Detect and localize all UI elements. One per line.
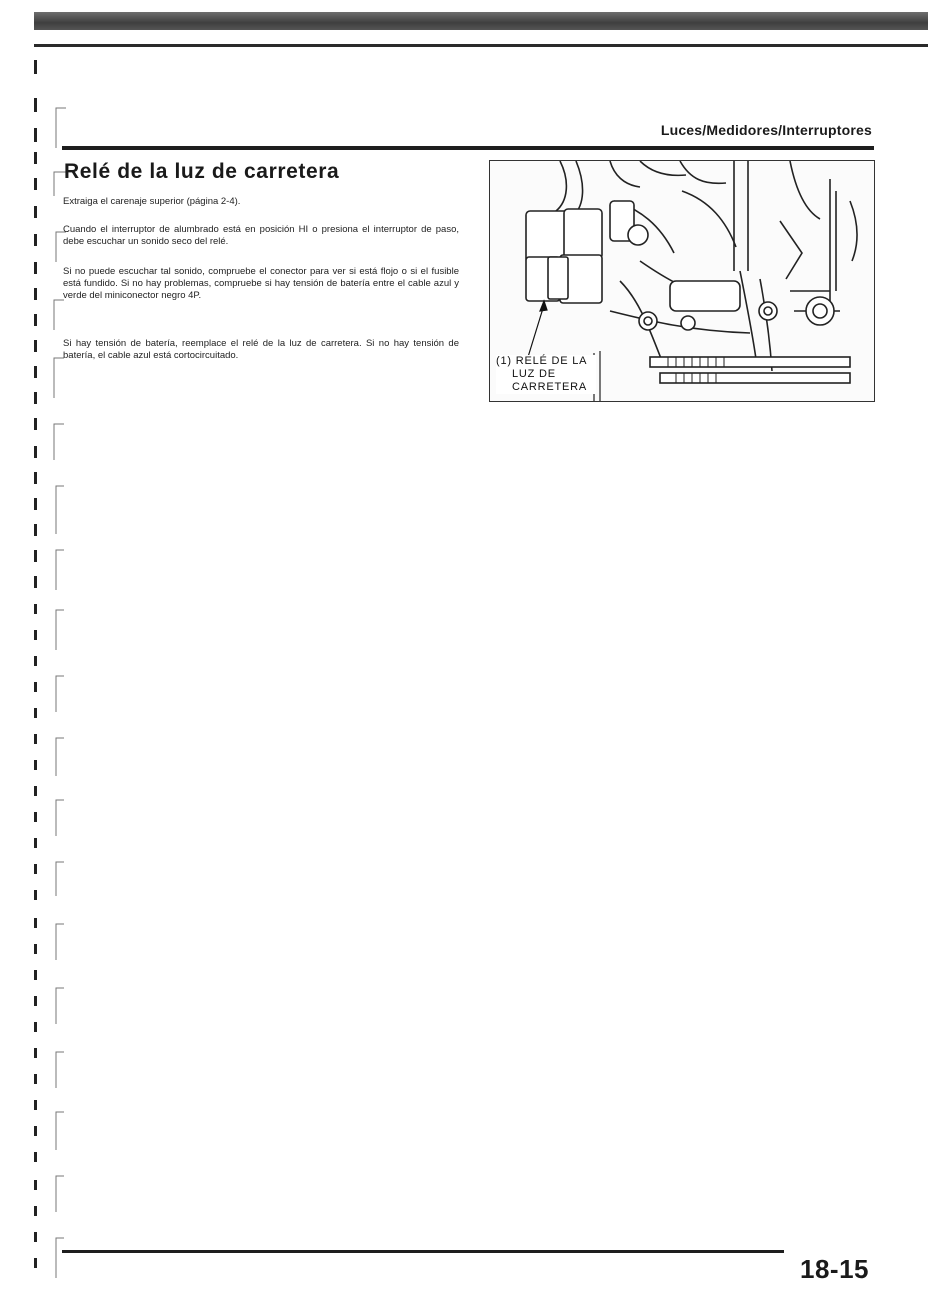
callout-line-2: LUZ DE [512, 368, 556, 380]
page-number: 18-15 [800, 1254, 869, 1284]
section-title: Relé de la luz de carretera [64, 160, 340, 183]
paragraph-3: Si no puede escuchar tal sonido, compruebe el conector para ver si está flojo o si el fusible está fundido. Si no hay problemas, compruebe si hay tensión de batería entre el cable azul y verde del miniconector negro 4P. [63, 266, 459, 301]
paragraph-2: Cuando el interruptor de alumbrado está en posición HI o presiona el interruptor de paso, debe escuchar un sonido seco del relé. [63, 224, 459, 247]
header-rule [62, 146, 874, 150]
relay-figure [489, 160, 875, 402]
footer-rule [62, 1250, 784, 1253]
callout-line-1: (1) RELÉ DE LA [496, 355, 588, 367]
page-header-title: Luces/Medidores/Interruptores [660, 122, 872, 138]
paragraph-4: Si hay tensión de batería, reemplace el relé de la luz de carretera. Si no hay tensión de batería, el cable azul está cortocircuitado. [63, 338, 459, 361]
paragraph-1: Extraiga el carenaje superior (página 2-4). [63, 196, 241, 207]
top-rule [34, 44, 928, 47]
figure-callout [496, 355, 596, 394]
top-scan-band [34, 12, 928, 30]
callout-line-3: CARRETERA [512, 381, 588, 393]
binder-holes [0, 0, 70, 1305]
